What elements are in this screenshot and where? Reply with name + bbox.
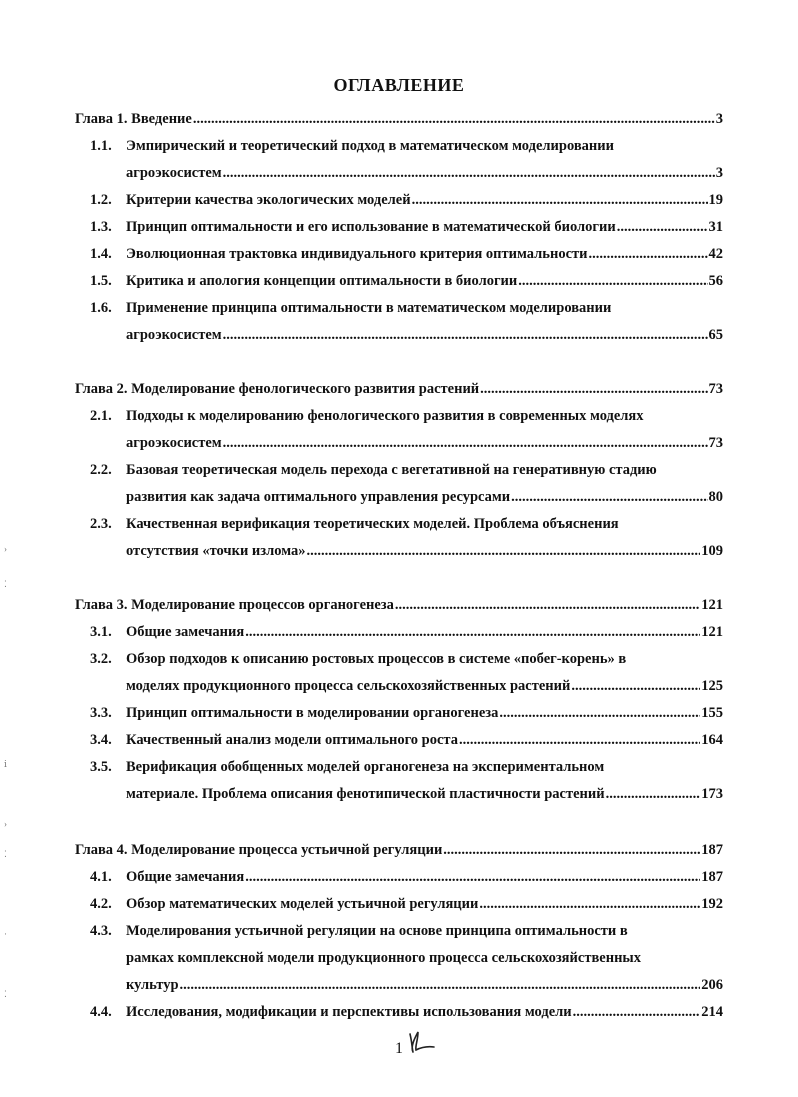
toc-section-text: Верификация обобщенных моделей органогенеза на экспериментальном: [126, 759, 605, 775]
toc-page-number: 56: [708, 273, 723, 289]
scan-mark: ⁚: [4, 579, 7, 589]
toc-chapter-3[interactable]: [75, 596, 723, 614]
scan-mark: ›: [4, 544, 7, 554]
toc-section-text: рамках комплексной модели продукционного процесса сельскохозяйственных: [126, 950, 641, 966]
toc-page-number: 214: [701, 1004, 723, 1020]
toc-section-number: 3.4.: [90, 732, 112, 748]
toc-page-number: 31: [708, 219, 723, 235]
toc-chapter-label: Глава 2. Моделирование фенологического развития растений: [75, 381, 480, 397]
toc-page-number: 192: [701, 896, 723, 912]
toc-section-text: материале. Проблема описания фенотипической пластичности растений: [126, 786, 605, 802]
toc-section-text: Принцип оптимальности в моделировании органогенеза: [126, 705, 499, 721]
dot-leader: [571, 677, 700, 695]
dot-leader: [412, 191, 708, 209]
dot-leader: [518, 272, 707, 290]
toc-section-text: Общие замечания: [126, 869, 245, 885]
toc-chapter-label: Глава 1. Введение: [75, 111, 192, 127]
toc-page-number: 206: [701, 977, 723, 993]
toc-section-text: Эволюционная трактовка индивидуального критерия оптимальности: [126, 246, 588, 262]
toc-section-4-3-line-1[interactable]: [90, 922, 628, 940]
toc-section-4-3[interactable]: [126, 976, 723, 994]
toc-section-text: моделях продукционного процесса сельскохозяйственных растений: [126, 678, 571, 694]
handwritten-signature-icon: [406, 1028, 436, 1054]
toc-section-3-5[interactable]: [126, 785, 723, 803]
toc-page-number: 73: [708, 435, 723, 451]
toc-section-3-2[interactable]: [126, 677, 723, 695]
toc-chapter-label: Глава 3. Моделирование процессов органогенеза: [75, 597, 394, 613]
dot-leader: [480, 380, 707, 398]
toc-section-2-2-line-1[interactable]: [90, 461, 657, 479]
toc-page-number: 121: [701, 624, 723, 640]
toc-section-number: 4.4.: [90, 1004, 112, 1020]
dot-leader: [180, 976, 701, 994]
toc-section-1-1[interactable]: [126, 164, 723, 182]
toc-section-number: 1.2.: [90, 192, 112, 208]
toc-page-number: 187: [701, 842, 723, 858]
toc-section-3-2-line-1[interactable]: [90, 650, 626, 668]
toc-section-text: Обзор математических моделей устьичной регуляции: [126, 896, 479, 912]
toc-section-3-4[interactable]: [90, 731, 723, 749]
toc-section-text: агроэкосистем: [126, 327, 222, 343]
toc-section-text: Исследования, модификации и перспективы использования модели: [126, 1004, 572, 1020]
toc-page-number: 109: [701, 543, 723, 559]
toc-page-number: 42: [708, 246, 723, 262]
dot-leader: [617, 218, 708, 236]
toc-section-number: 4.3.: [90, 923, 112, 939]
toc-section-number: 1.6.: [90, 300, 112, 316]
dot-leader: [193, 110, 715, 128]
toc-section-number: 1.5.: [90, 273, 112, 289]
toc-section-number: 1.4.: [90, 246, 112, 262]
toc-section-text: агроэкосистем: [126, 165, 222, 181]
toc-section-number: 3.3.: [90, 705, 112, 721]
toc-section-3-5-line-1[interactable]: [90, 758, 604, 776]
scan-mark: ›: [4, 819, 7, 829]
dot-leader: [511, 488, 707, 506]
scan-mark: ·: [4, 929, 7, 939]
toc-section-text: Базовая теоретическая модель перехода с вегетативной на генеративную стадию: [126, 462, 657, 478]
dot-leader: [307, 542, 701, 560]
toc-section-text: Качественная верификация теоретических моделей. Проблема объяснения: [126, 516, 619, 532]
scan-mark: ⁚: [4, 989, 7, 999]
dot-leader: [499, 704, 700, 722]
toc-section-text: Качественный анализ модели оптимального роста: [126, 732, 458, 748]
toc-section-2-3[interactable]: [126, 542, 723, 560]
toc-page-number: 80: [708, 489, 723, 505]
toc-section-number: 1.1.: [90, 138, 112, 154]
toc-page-number: 121: [701, 597, 723, 613]
toc-section-1-1-line-1[interactable]: [90, 137, 614, 155]
toc-section-1-5[interactable]: [90, 272, 723, 290]
dot-leader: [223, 164, 715, 182]
dot-leader: [459, 731, 700, 749]
toc-section-number: 3.1.: [90, 624, 112, 640]
toc-section-text: Критика и апология концепции оптимальности в биологии: [126, 273, 518, 289]
toc-chapter-4[interactable]: [75, 841, 723, 859]
toc-section-1-3[interactable]: [90, 218, 723, 236]
toc-section-2-1[interactable]: [126, 434, 723, 452]
toc-section-text: Обзор подходов к описанию ростовых процессов в системе «побег-корень» в: [126, 651, 627, 667]
toc-section-number: 2.2.: [90, 462, 112, 478]
dot-leader: [245, 623, 700, 641]
toc-section-number: 1.3.: [90, 219, 112, 235]
toc-section-2-2[interactable]: [126, 488, 723, 506]
toc-section-4-3-line-2[interactable]: [126, 949, 641, 967]
toc-section-number: 2.3.: [90, 516, 112, 532]
toc-section-text: отсутствия «точки излома»: [126, 543, 306, 559]
page-number: 1: [395, 1040, 403, 1057]
dot-leader: [606, 785, 701, 803]
toc-page-number: 125: [701, 678, 723, 694]
toc-section-number: 3.2.: [90, 651, 112, 667]
dot-leader: [479, 895, 700, 913]
toc-chapter-2[interactable]: [75, 380, 723, 398]
toc-section-number: 2.1.: [90, 408, 112, 424]
dot-leader: [395, 596, 700, 614]
dot-leader: [589, 245, 708, 263]
toc-section-text: Эмпирический и теоретический подход в математическом моделировании: [126, 138, 614, 154]
toc-page-number: 65: [708, 327, 723, 343]
toc-section-2-1-line-1[interactable]: [90, 407, 644, 425]
page-title: ОГЛАВЛЕНИЕ: [333, 75, 465, 95]
toc-section-text: Общие замечания: [126, 624, 245, 640]
toc-page-number: 164: [701, 732, 723, 748]
scan-mark: ⅰ: [4, 759, 7, 769]
toc-section-3-3[interactable]: [90, 704, 723, 722]
toc-page-number: 187: [701, 869, 723, 885]
toc-page-number: 173: [701, 786, 723, 802]
toc-page-number: 73: [708, 381, 723, 397]
toc-page-number: 3: [715, 165, 723, 181]
dot-leader: [573, 1003, 701, 1021]
toc-page-number: 19: [708, 192, 723, 208]
toc-section-text: Подходы к моделированию фенологического развития в современных моделях: [126, 408, 644, 424]
toc-section-4-4[interactable]: [90, 1003, 723, 1021]
toc-section-1-6-line-1[interactable]: [90, 299, 611, 317]
toc-section-text: развития как задача оптимального управления ресурсами: [126, 489, 511, 505]
toc-section-number: 3.5.: [90, 759, 112, 775]
toc-section-number: 4.1.: [90, 869, 112, 885]
toc-section-text: Принцип оптимальности и его использование в математической биологии: [126, 219, 616, 235]
toc-chapter-1[interactable]: [75, 110, 723, 128]
dot-leader: [223, 434, 708, 452]
toc-section-1-2[interactable]: [90, 191, 723, 209]
toc-page-number: 3: [715, 111, 723, 127]
toc-section-number: 4.2.: [90, 896, 112, 912]
toc-section-1-4[interactable]: [90, 245, 723, 263]
toc-section-text: Моделирования устьичной регуляции на основе принципа оптимальности в: [126, 923, 628, 939]
toc-section-text: Критерии качества экологических моделей: [126, 192, 411, 208]
scan-mark: ⁚: [4, 849, 7, 859]
toc-page-number: 155: [701, 705, 723, 721]
dot-leader: [443, 841, 700, 859]
dot-leader: [245, 868, 700, 886]
toc-section-4-1[interactable]: [90, 868, 723, 886]
toc-section-text: Применение принципа оптимальности в математическом моделировании: [126, 300, 612, 316]
toc-section-text: культур: [126, 977, 179, 993]
toc-chapter-label: Глава 4. Моделирование процесса устьичной регуляции: [75, 842, 443, 858]
toc-section-2-3-line-1[interactable]: [90, 515, 619, 533]
dot-leader: [223, 326, 708, 344]
toc-section-text: агроэкосистем: [126, 435, 222, 451]
toc-section-4-2[interactable]: [90, 895, 723, 913]
toc-section-3-1[interactable]: [90, 623, 723, 641]
toc-section-1-6[interactable]: [126, 326, 723, 344]
